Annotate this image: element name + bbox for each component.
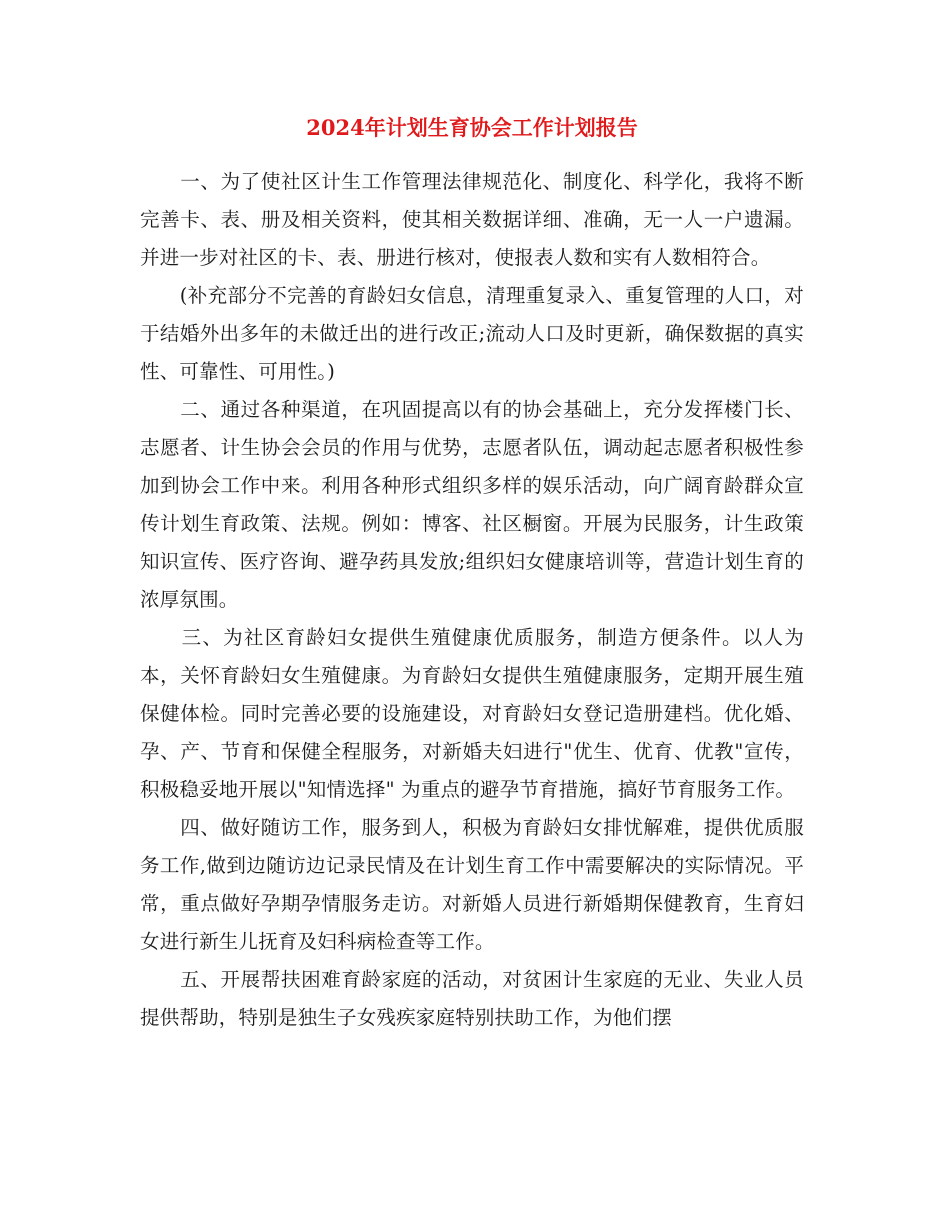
paragraph-section-4: 四、做好随访工作，服务到人，积极为育龄妇女排忧解难，提供优质服务工作,做到边随访边记录民情及在计划生育工作中需要解决的实际情况。平常，重点做好孕期孕情服务走访。对新婚人员进行新婚期保健教育，生育妇女进行新生儿抚育及妇科病检查等工作。 [140, 816, 804, 953]
document-page [140, 105, 804, 1037]
paragraph-section-1: 一、为了使社区计生工作管理法律规范化、制度化、科学化，我将不断完善卡、表、册及相关资料，使其相关数据详细、准确，无一人一户遗漏。并进一步对社区的卡、表、册进行核对，使报表人数和实有人数相符合。 [140, 170, 804, 269]
paragraph-section-5: 五、开展帮扶困难育龄家庭的活动，对贫困计生家庭的无业、失业人员提供帮助，特别是独生子女残疾家庭特别扶助工作，为他们摆 [140, 968, 804, 1029]
document-title: 2024年计划生育协会工作计划报告 [306, 115, 638, 140]
paragraph-supplement: (补充部分不完善的育龄妇女信息，清理重复录入、重复管理的人口，对于结婚外出多年的未做迁出的进行改正;流动人口及时更新，确保数据的真实性、可靠性、可用性。) [140, 284, 804, 383]
paragraph-section-2: 二、通过各种渠道，在巩固提高以有的协会基础上，充分发挥楼门长、志愿者、计生协会会员的作用与优势，志愿者队伍，调动起志愿者积极性参加到协会工作中来。利用各种形式组织多样的娱乐活动，向广阔育龄群众宣传计划生育政策、法规。例如：博客、社区橱窗。开展为民服务，计生政策知识宣传、医疗咨询、避孕药具发放;组织妇女健康培训等，营造计划生育的浓厚氛围。 [140, 398, 804, 611]
paragraph-section-3: 三、为社区育龄妇女提供生殖健康优质服务，制造方便条件。以人为本，关怀育龄妇女生殖健康。为育龄妇女提供生殖健康服务，定期开展生殖保健体检。同时完善必要的设施建设，对育龄妇女登记造册建档。优化婚、孕、产、节育和保健全程服务，对新婚夫妇进行"优生、优育、优教"宣传，积极稳妥地开展以"知情选择" 为重点的避孕节育措施，搞好节育服务工作。 [140, 626, 804, 801]
